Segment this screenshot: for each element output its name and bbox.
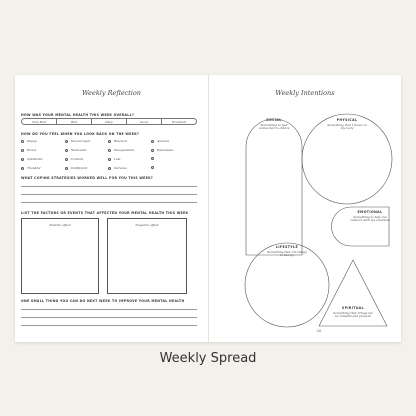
planner-spread [15,75,401,342]
negative-affect-box[interactable]: Negative affect [107,218,187,294]
feeling-option[interactable]: Thankful [21,166,40,170]
scale-option[interactable]: Very Bad [22,119,57,124]
question-factors: LIST THE FACTORS OR EVENTS THAT AFFECTED YOUR MENTAL HEALTH THIS WEEK [21,211,189,215]
writing-line[interactable] [21,186,197,187]
scale-option[interactable]: Good [127,119,162,124]
question-mental-health: HOW WAS YOUR MENTAL HEALTH THIS WEEK OVERALL? [21,113,135,117]
writing-line[interactable] [21,309,197,310]
feeling-option[interactable]: Indifferent [65,166,87,170]
checkbox-icon [65,158,68,161]
scale-option[interactable]: Bad [57,119,92,124]
emotional-label: EMOTIONAL Something to help me connect with my emotions [350,210,390,223]
social-label: SOCIAL Something to feel connected to others [258,118,290,131]
scale-option[interactable]: Okay [92,119,127,124]
checkbox-icon [151,140,154,143]
scale-option[interactable]: Excellent [171,120,187,124]
lifestyle-label: LIFESTYLE Something that I'm things to live by [267,245,307,258]
positive-affect-box[interactable]: Positive affect [21,218,99,294]
feeling-option[interactable]: Optimistic [21,157,43,161]
feeling-option[interactable]: Happy [21,139,37,143]
checkbox-icon [65,167,68,170]
checkbox-icon [108,158,111,161]
question-small-thing: ONE SMALL THING YOU CAN DO NEXT WEEK TO IMPROVE YOUR MENTAL HEALTH [21,299,185,303]
writing-line[interactable] [21,317,197,318]
feeling-option-blank[interactable] [151,166,157,169]
checkbox-icon [21,149,24,152]
checkbox-icon [21,158,24,161]
page-number: 20 [316,329,321,333]
spiritual-label: SPIRITUAL Something that brings me be mindful and present [333,306,373,319]
feeling-option[interactable]: Discouraged [65,139,90,143]
feeling-option[interactable]: Motivated [65,148,86,152]
caption: Weekly Spread [159,351,257,366]
question-feelings: HOW DO YOU FEEL WHEN YOU LOOK BACK ON THE WEEK? [21,132,140,136]
checkbox-icon [108,167,111,170]
checkbox-icon [151,149,154,152]
question-coping: WHAT COPING STRATEGIES WORKED WELL FOR YOU THIS WEEK? [21,176,154,180]
page-title: Weekly Reflection [82,89,141,97]
feeling-option[interactable]: Disappointed [108,148,134,152]
checkbox-icon [21,140,24,143]
feeling-option[interactable]: Proud [21,148,36,152]
physical-label: PHYSICAL Something that I focus on my body [327,118,367,131]
mood-scale[interactable] [21,118,197,125]
writing-line[interactable] [21,194,197,195]
feeling-option[interactable]: Content [65,157,83,161]
right-page [208,75,401,342]
intention-shapes [209,75,402,342]
feeling-option[interactable]: Nervous [108,166,127,170]
checkbox-icon [65,149,68,152]
left-page [15,75,208,342]
feeling-option[interactable]: Anxious [151,139,169,143]
writing-line[interactable] [21,202,197,203]
checkbox-icon [21,167,24,170]
feeling-option[interactable]: Lost [108,157,121,161]
checkbox-icon [65,140,68,143]
social-arch-shape [246,119,302,255]
feeling-option[interactable]: Passionate [151,148,173,152]
writing-line[interactable] [21,325,197,326]
feeling-option[interactable]: Rescued [108,139,127,143]
page-title: Weekly Intentions [275,89,335,97]
checkbox-icon [108,140,111,143]
feeling-option-blank[interactable] [151,157,157,160]
checkbox-icon [151,166,154,169]
checkbox-icon [151,157,154,160]
checkbox-icon [108,149,111,152]
